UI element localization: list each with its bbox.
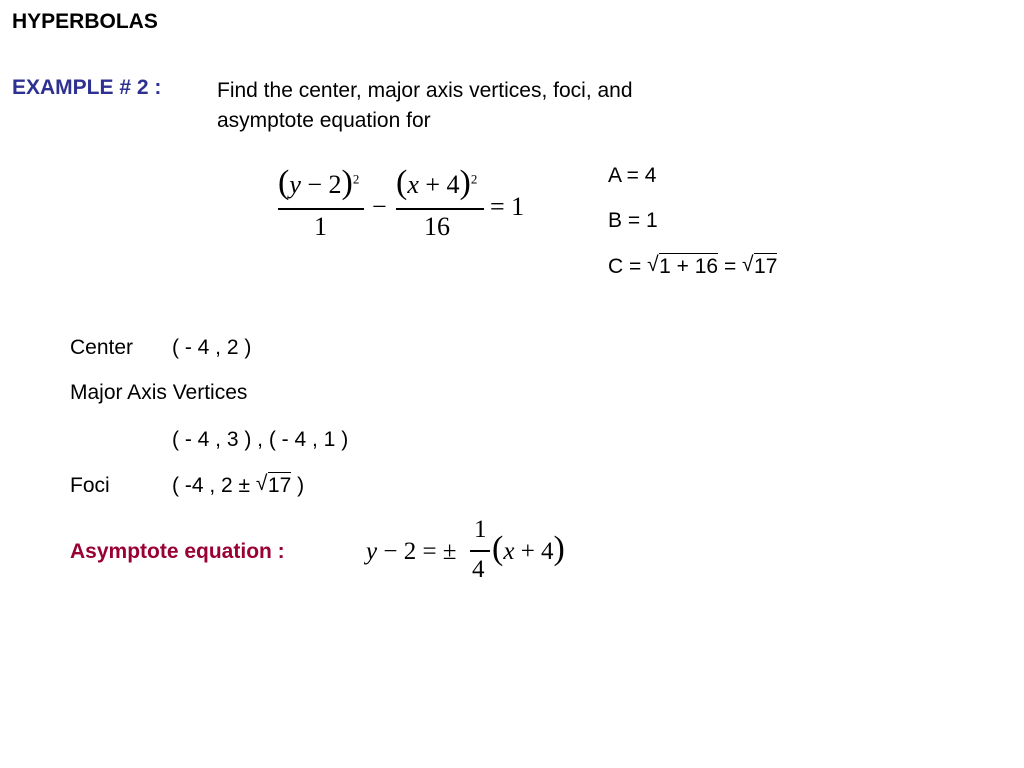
major-axis-value: ( - 4 , 3 ) , ( - 4 , 1 ) bbox=[172, 428, 349, 451]
asymptote-label: Asymptote equation : bbox=[70, 540, 285, 563]
center-label: Center bbox=[70, 336, 134, 359]
sqrt-17: √ 17 bbox=[742, 253, 778, 278]
problem-line-2: asymptote equation for bbox=[217, 109, 431, 132]
asymptote-lhs: y − 2 = ± bbox=[366, 538, 457, 565]
slide-title: HYPERBOLAS bbox=[12, 10, 158, 33]
param-a: A = 4 bbox=[608, 164, 657, 187]
asymptote-frac-den: 4 bbox=[472, 556, 485, 583]
equation-numerator-1: $(y - 2)^2$ bbox=[278, 164, 360, 201]
equation-denominator-2: 16 bbox=[424, 212, 450, 241]
param-b: B = 1 bbox=[608, 209, 658, 232]
asymptote-frac-num: 1 bbox=[474, 516, 487, 543]
problem-statement bbox=[217, 76, 633, 136]
param-c: C = √ 1 + 16 = √ 17 bbox=[608, 253, 778, 278]
center-value: ( - 4 , 2 ) bbox=[172, 336, 252, 359]
asymptote-frac-bar bbox=[470, 550, 490, 552]
foci-label: Foci bbox=[70, 474, 110, 497]
example-label: EXAMPLE # 2 : bbox=[12, 76, 162, 99]
foci-value: ( -4 , 2 ± √ 17 ) bbox=[172, 472, 305, 497]
fraction-bar-2 bbox=[396, 208, 484, 210]
equation-rhs: = 1 bbox=[490, 192, 525, 221]
equation-minus: − bbox=[372, 192, 387, 221]
fraction-bar-1 bbox=[278, 208, 364, 210]
equation-denominator-1: 1 bbox=[314, 212, 327, 241]
asymptote-rhs: (x + 4) bbox=[492, 530, 565, 567]
problem-line-1: Find the center, major axis vertices, foci, and bbox=[217, 79, 633, 102]
major-axis-label: Major Axis Vertices bbox=[70, 381, 248, 404]
sqrt-sum: √ 1 + 16 bbox=[647, 253, 719, 278]
foci-sqrt: √ 17 bbox=[255, 472, 292, 497]
equation-numerator-2: $(x + 4)^2$ bbox=[396, 164, 478, 201]
